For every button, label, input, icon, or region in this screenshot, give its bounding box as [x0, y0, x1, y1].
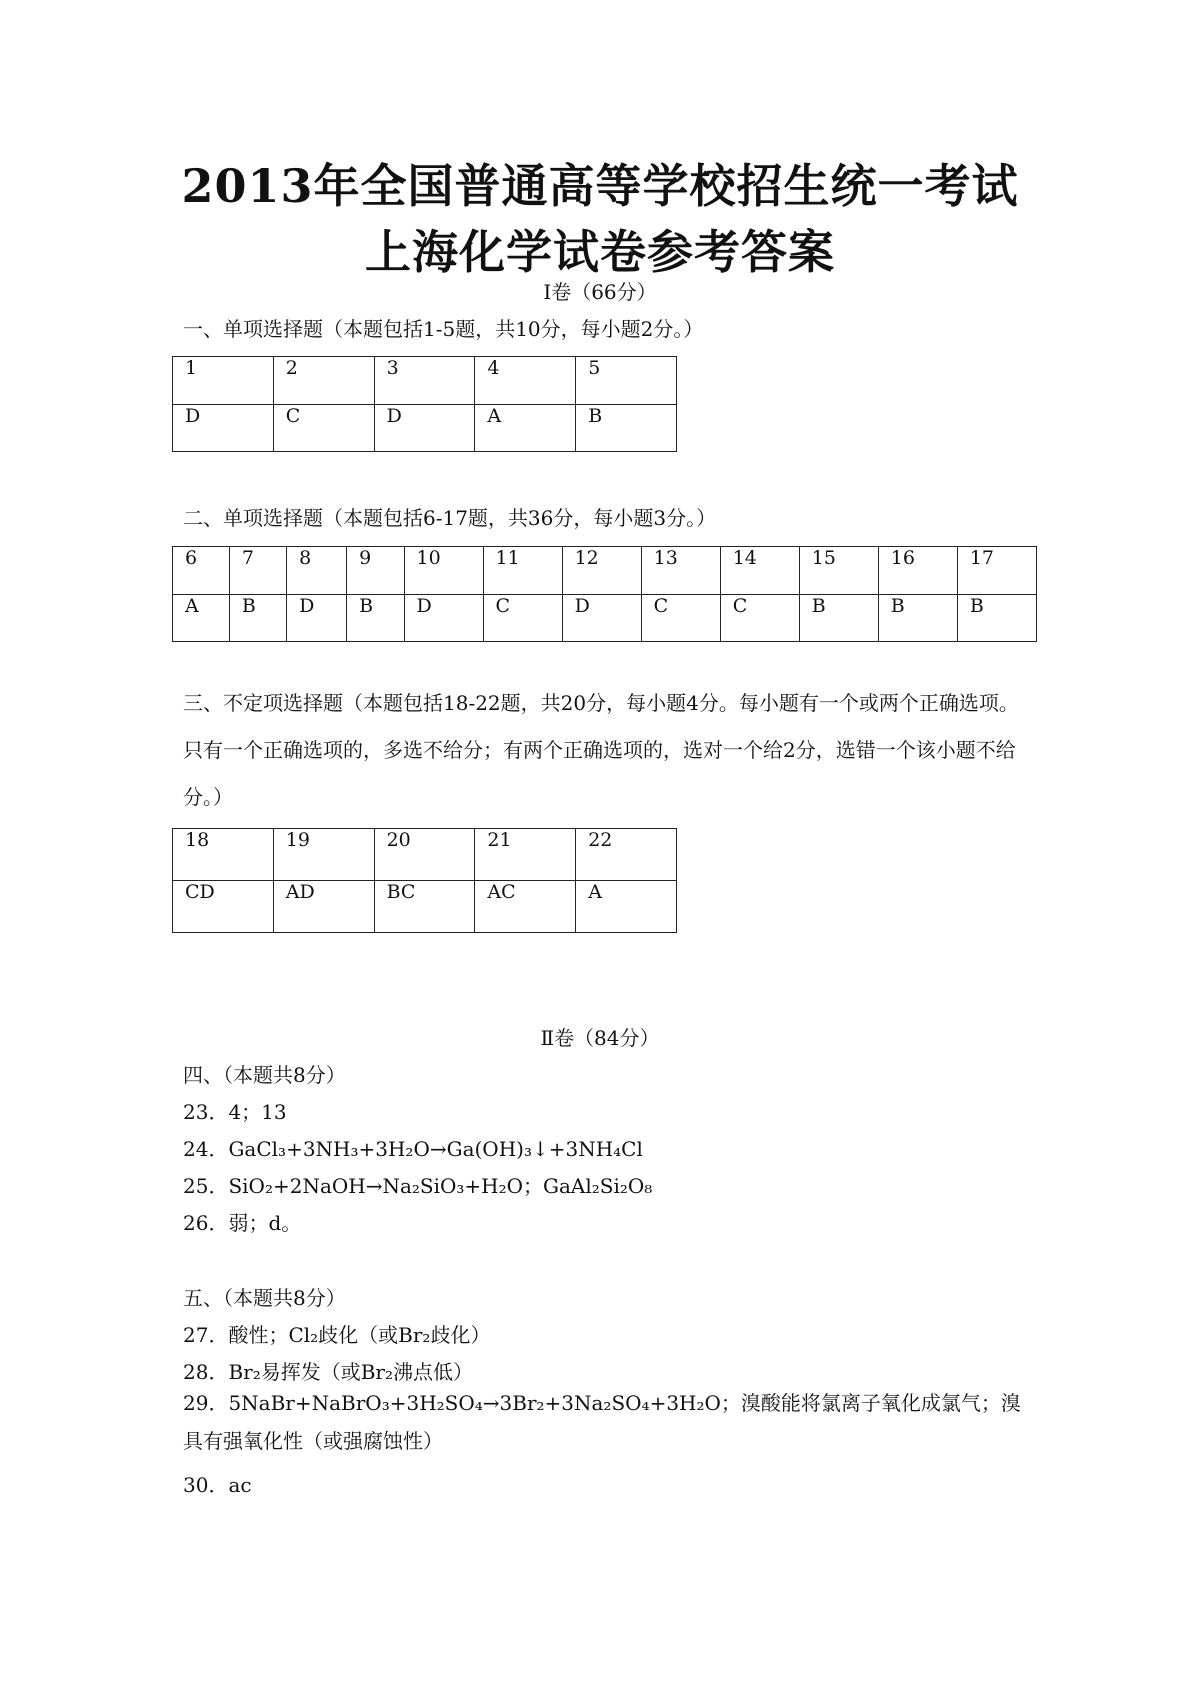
- table-cell: C: [273, 405, 374, 452]
- table-cell: 13: [641, 547, 720, 595]
- table-cell: 9: [347, 547, 404, 595]
- section-3-table: [172, 828, 677, 933]
- answer-23: 23．4；13: [183, 1100, 287, 1124]
- volume-2-heading: Ⅱ卷（84分）: [540, 1026, 660, 1050]
- table-cell: 1: [173, 357, 274, 405]
- table-cell: D: [173, 405, 274, 452]
- table-cell: C: [483, 595, 562, 642]
- table-cell: D: [562, 595, 641, 642]
- section-2-table: [172, 546, 1037, 642]
- table-cell: D: [374, 405, 475, 452]
- answer-27: 27．酸性；Cl₂歧化（或Br₂歧化）: [183, 1323, 491, 1347]
- table-cell: 2: [273, 357, 374, 405]
- table-cell: B: [799, 595, 878, 642]
- table-cell: 7: [229, 547, 286, 595]
- section-1-heading: 一、单项选择题（本题包括1-5题，共10分，每小题2分。）: [183, 317, 704, 341]
- table-cell: A: [173, 595, 230, 642]
- table-cell: 6: [173, 547, 230, 595]
- table-cell: 5: [576, 357, 677, 405]
- table-cell: B: [229, 595, 286, 642]
- number-row: [173, 357, 677, 405]
- title-line-2: 上海化学试卷参考答案: [365, 225, 835, 279]
- section-5-heading: 五、（本题共8分）: [183, 1286, 346, 1310]
- table-cell: C: [641, 595, 720, 642]
- table-cell: 17: [957, 547, 1036, 595]
- table-cell: B: [347, 595, 404, 642]
- section-1-table: [172, 356, 677, 452]
- answer-28: 28．Br₂易挥发（或Br₂沸点低）: [183, 1360, 473, 1384]
- section-4-heading: 四、（本题共8分）: [183, 1063, 346, 1087]
- number-row: [173, 829, 677, 881]
- table-cell: D: [287, 595, 347, 642]
- answer-25: 25．SiO₂+2NaOH→Na₂SiO₃+H₂O；GaAl₂Si₂O₈: [183, 1174, 653, 1198]
- table-cell: 8: [287, 547, 347, 595]
- table-cell: 14: [720, 547, 799, 595]
- table-cell: C: [720, 595, 799, 642]
- answer-row: [173, 595, 1037, 642]
- table-cell: BC: [374, 881, 475, 933]
- table-cell: CD: [173, 881, 274, 933]
- answer-row: [173, 881, 677, 933]
- table-cell: 18: [173, 829, 274, 881]
- table-cell: A: [576, 881, 677, 933]
- table-cell: AC: [475, 881, 576, 933]
- table-cell: AD: [273, 881, 374, 933]
- table-cell: B: [957, 595, 1036, 642]
- answer-29: 29．5NaBr+NaBrO₃+3H₂SO₄→3Br₂+3Na₂SO₄+3H₂O；溴酸能将氯离子氧化成氯气；溴具有强氧化性（或强腐蚀性）: [183, 1391, 1021, 1453]
- table-cell: 19: [273, 829, 374, 881]
- section-3-heading: 三、不定项选择题（本题包括18-22题，共20分，每小题4分。每小题有一个或两个正确选项。只有一个正确选项的，多选不给分；有两个正确选项的，选对一个给2分，选错一个该小题不给分。）: [183, 691, 1019, 809]
- answer-row: [173, 405, 677, 452]
- table-cell: 10: [404, 547, 483, 595]
- table-cell: B: [878, 595, 957, 642]
- answer-26: 26．弱；d。: [183, 1211, 302, 1235]
- table-cell: 22: [576, 829, 677, 881]
- table-cell: 12: [562, 547, 641, 595]
- section-2-heading: 二、单项选择题（本题包括6-17题，共36分，每小题3分。）: [183, 506, 717, 530]
- table-cell: 21: [475, 829, 576, 881]
- table-cell: 4: [475, 357, 576, 405]
- answer-30: 30．ac: [183, 1473, 252, 1497]
- table-cell: 15: [799, 547, 878, 595]
- table-cell: 3: [374, 357, 475, 405]
- table-cell: 16: [878, 547, 957, 595]
- table-cell: 20: [374, 829, 475, 881]
- number-row: [173, 547, 1037, 595]
- answer-24: 24．GaCl₃+3NH₃+3H₂O→Ga(OH)₃↓+3NH₄Cl: [183, 1137, 643, 1161]
- volume-1-heading: I卷（66分）: [543, 280, 657, 304]
- table-cell: A: [475, 405, 576, 452]
- table-cell: D: [404, 595, 483, 642]
- table-cell: 11: [483, 547, 562, 595]
- table-cell: B: [576, 405, 677, 452]
- title-line-1: 2013年全国普通高等学校招生统一考试: [181, 159, 1019, 213]
